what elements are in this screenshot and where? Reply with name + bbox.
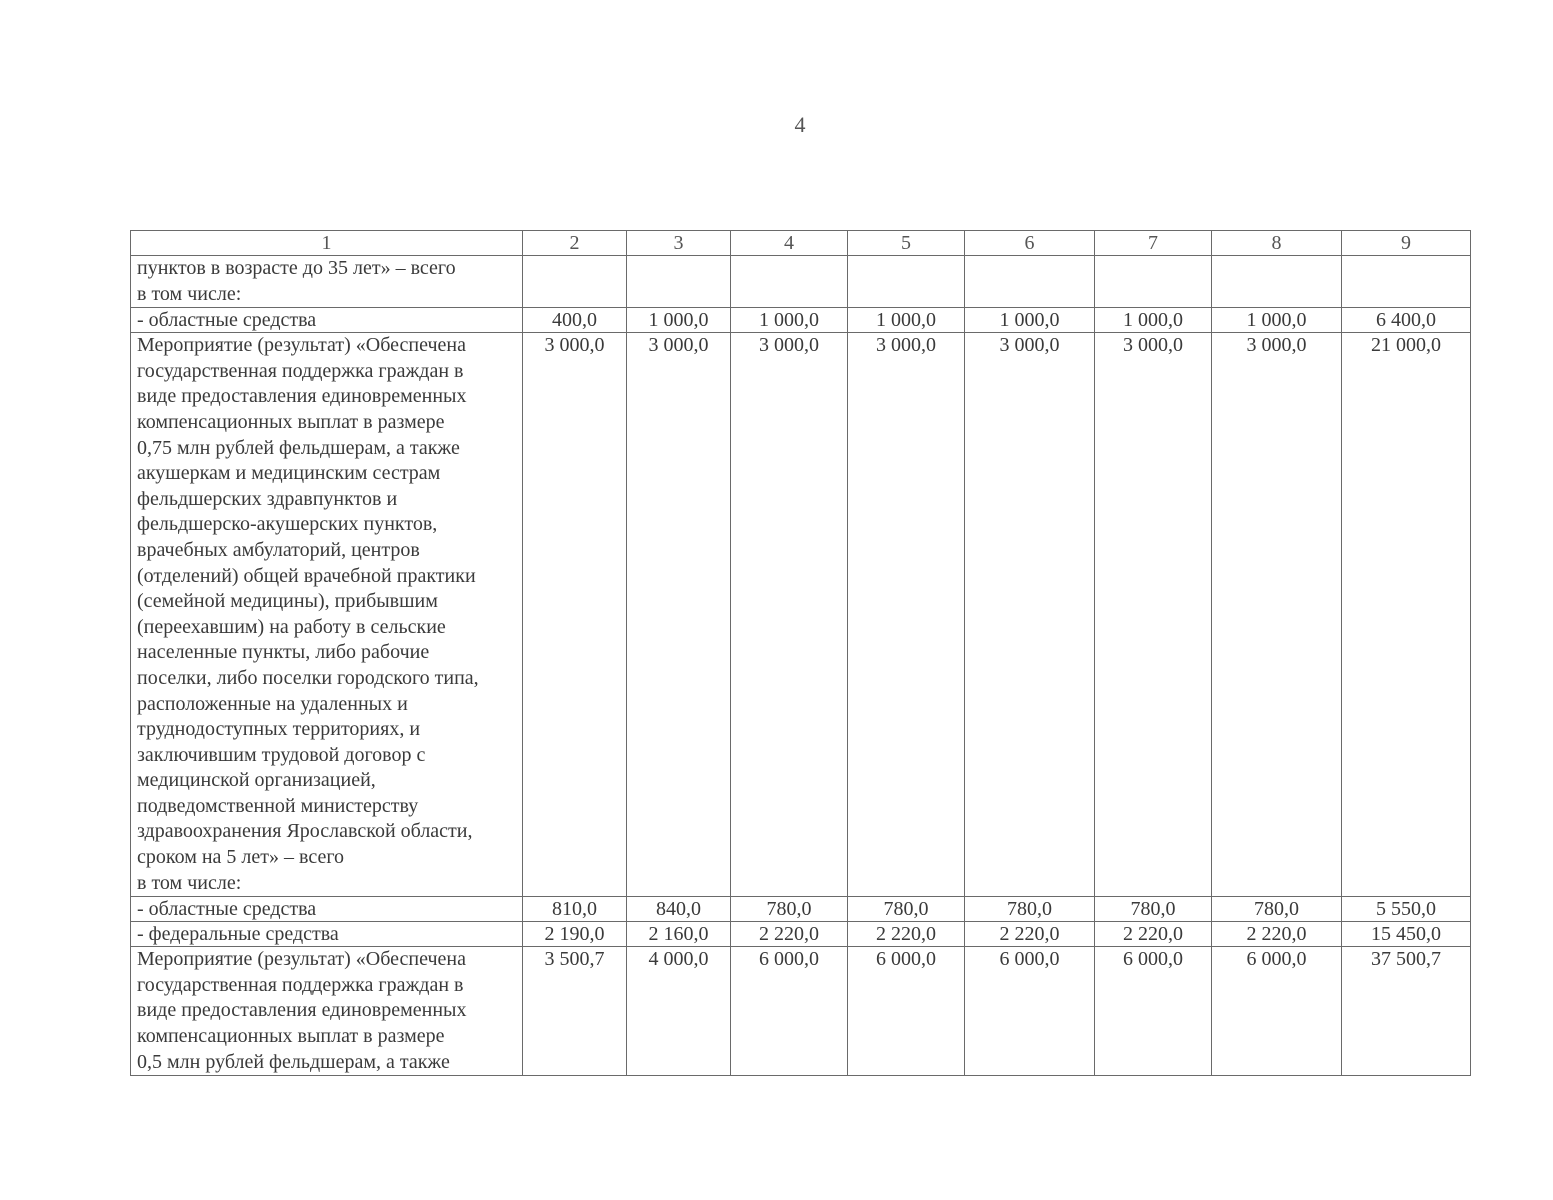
table-cell (523, 256, 627, 308)
table-row (131, 256, 1471, 308)
column-header: 3 (627, 231, 731, 256)
table-cell: 3 000,0 (1212, 333, 1342, 897)
table-cell: 1 000,0 (848, 308, 965, 333)
table-cell: 3 000,0 (965, 333, 1095, 897)
table-cell (848, 256, 965, 308)
table-cell: 6 000,0 (965, 947, 1095, 1076)
table-cell (1342, 256, 1471, 308)
table-cell: 780,0 (731, 897, 848, 922)
table-cell: 2 220,0 (1212, 922, 1342, 947)
table-cell: 780,0 (1212, 897, 1342, 922)
table-cell: 400,0 (523, 308, 627, 333)
row-description: - областные средства (131, 308, 523, 333)
table-cell (965, 256, 1095, 308)
column-header: 2 (523, 231, 627, 256)
table-cell: 780,0 (848, 897, 965, 922)
column-header: 4 (731, 231, 848, 256)
table-row (131, 947, 1471, 1076)
table-cell: 4 000,0 (627, 947, 731, 1076)
column-header: 8 (1212, 231, 1342, 256)
column-header: 1 (131, 231, 523, 256)
row-description: - федеральные средства (131, 922, 523, 947)
table-cell: 3 000,0 (731, 333, 848, 897)
table-cell: 780,0 (965, 897, 1095, 922)
page-number: 4 (794, 112, 806, 137)
table-cell (627, 256, 731, 308)
table-cell (1212, 256, 1342, 308)
table-cell (731, 256, 848, 308)
table-cell: 1 000,0 (731, 308, 848, 333)
table-cell: 2 220,0 (1095, 922, 1212, 947)
table-cell: 840,0 (627, 897, 731, 922)
row-description: Мероприятие (результат) «Обеспечена государственная поддержка граждан в виде предоставления единовременных компенсационных выплат в размере 0,5 млн рублей фельдшерам, а также (131, 947, 523, 1076)
column-header: 6 (965, 231, 1095, 256)
table-cell: 3 000,0 (627, 333, 731, 897)
table-cell: 21 000,0 (1342, 333, 1471, 897)
table-cell: 1 000,0 (1212, 308, 1342, 333)
table-row (131, 897, 1471, 922)
table-cell: 2 220,0 (965, 922, 1095, 947)
table-cell: 2 220,0 (848, 922, 965, 947)
table-cell: 1 000,0 (1095, 308, 1212, 333)
table-cell: 2 190,0 (523, 922, 627, 947)
budget-table (130, 230, 1471, 1076)
table-cell: 1 000,0 (627, 308, 731, 333)
table-cell: 810,0 (523, 897, 627, 922)
table-row (131, 922, 1471, 947)
table-row (131, 308, 1471, 333)
table-cell (1095, 256, 1212, 308)
table-cell: 6 000,0 (1095, 947, 1212, 1076)
table-row (131, 333, 1471, 897)
row-description: Мероприятие (результат) «Обеспечена государственная поддержка граждан в виде предоставления единовременных компенсационных выплат в размере 0,75 млн рублей фельдшерам, а также акушеркам и медицинским сестрам фельдшерских здравпунктов и фельдшерско-акушерских пунктов, врачебных амбулаторий, центров (отделений) общей врачебной практики (семейной медицины), прибывшим (переехавшим) на работу в сельские населенные пункты, либо рабочие поселки, либо поселки городского типа, расположенные на удаленных и труднодоступных территориях, и заключившим трудовой договор с медицинской организацией, подведомственной министерству здравоохранения Ярославской области, сроком на 5 лет» – всего в том числе: (131, 333, 523, 897)
table-cell: 5 550,0 (1342, 897, 1471, 922)
table-cell: 3 000,0 (848, 333, 965, 897)
row-description: - областные средства (131, 897, 523, 922)
table-cell: 3 500,7 (523, 947, 627, 1076)
table-header-row (131, 231, 1471, 256)
table-cell: 6 000,0 (1212, 947, 1342, 1076)
table-cell: 6 000,0 (848, 947, 965, 1076)
table-cell: 2 220,0 (731, 922, 848, 947)
table-cell: 6 400,0 (1342, 308, 1471, 333)
table-cell: 1 000,0 (965, 308, 1095, 333)
table-cell: 780,0 (1095, 897, 1212, 922)
column-header: 5 (848, 231, 965, 256)
table-cell: 3 000,0 (1095, 333, 1212, 897)
row-description: пунктов в возрасте до 35 лет» – всего в том числе: (131, 256, 523, 308)
table-cell: 6 000,0 (731, 947, 848, 1076)
table-cell: 2 160,0 (627, 922, 731, 947)
table-cell: 37 500,7 (1342, 947, 1471, 1076)
column-header: 9 (1342, 231, 1471, 256)
table-cell: 15 450,0 (1342, 922, 1471, 947)
column-header: 7 (1095, 231, 1212, 256)
table-cell: 3 000,0 (523, 333, 627, 897)
